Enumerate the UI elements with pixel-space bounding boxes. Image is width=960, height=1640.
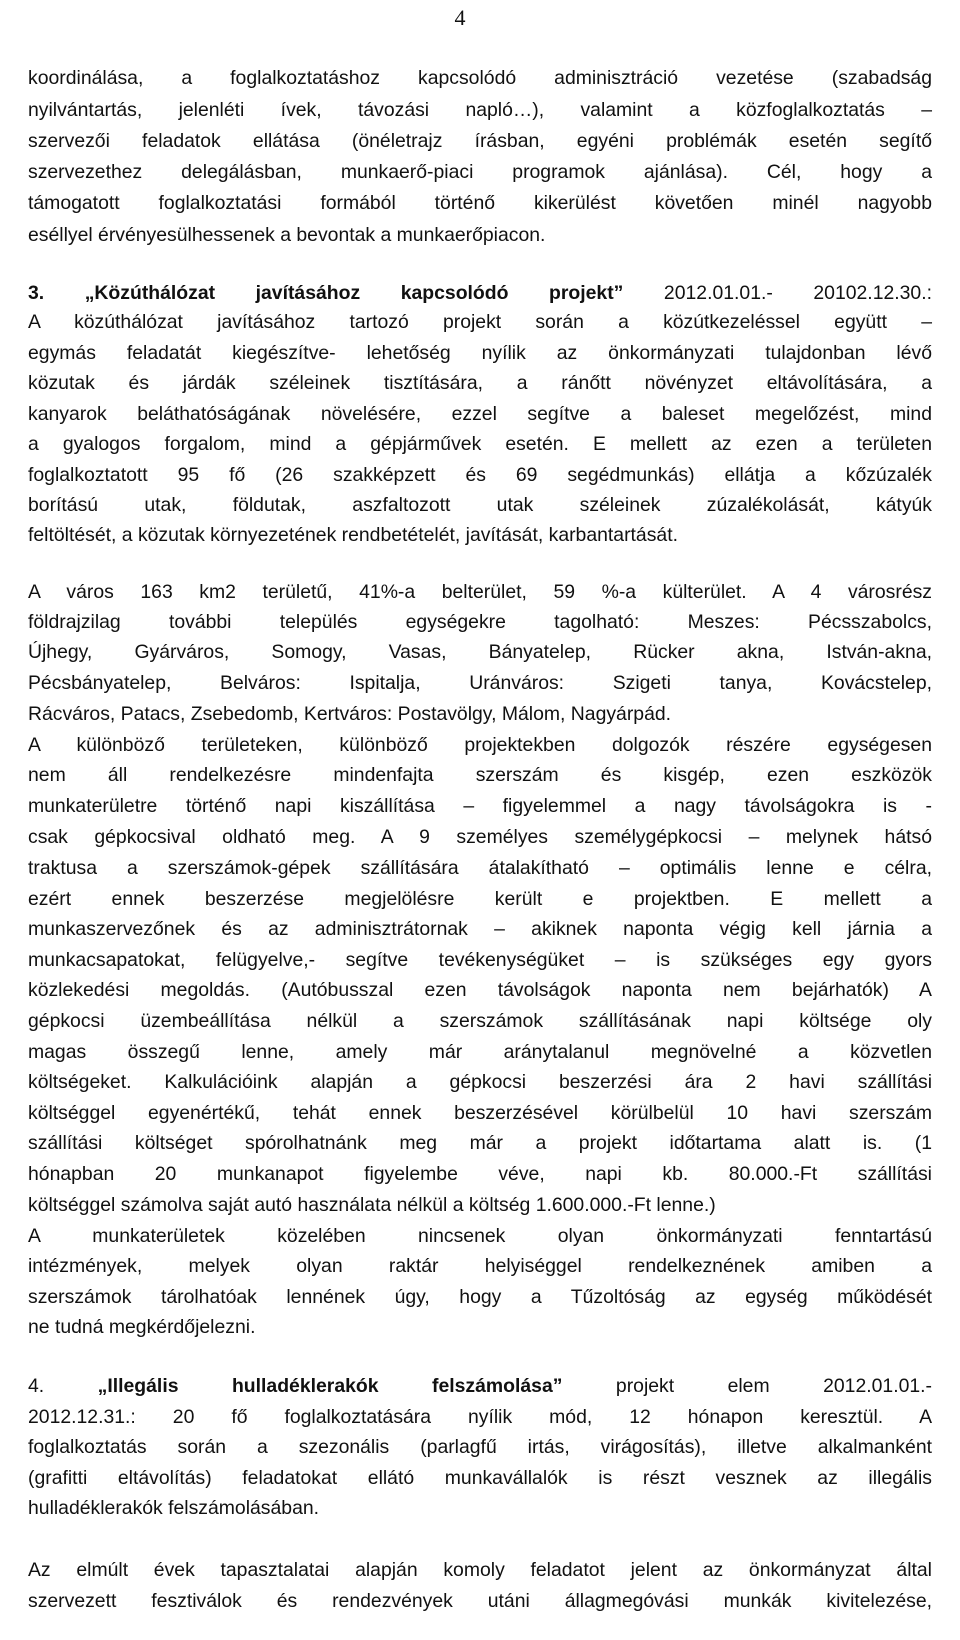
text-line [28, 884, 932, 914]
text-line [28, 791, 932, 821]
text-segment: Pécsbányatelep, Belváros: Ispitalja, Uránváros: Szigeti tanya, Kovácstelep, [28, 672, 932, 694]
text-segment: szállítási költséget spórolhatnánk meg már a projekt időtartama alatt is. (1 [28, 1132, 932, 1154]
text-line [28, 188, 932, 218]
text-line [28, 699, 932, 729]
text-line [28, 853, 932, 883]
text-segment: foglalkoztatás során a szezonális (parlagfű irtás, virágosítás), illetve alkalmanként [28, 1436, 932, 1458]
text-segment: a gyalogos forgalom, mind a gépjárművek esetén. E mellett az ezen a területen [28, 433, 932, 455]
text-line [28, 1037, 932, 1067]
text-segment: nyilvántartás, jelenléti ívek, távozási napló…), valamint a közfoglalkoztatás – [28, 99, 932, 121]
text-segment: 2012.01.01.- 20102.12.30.: [623, 282, 932, 304]
text-line [28, 338, 932, 368]
text-line [28, 1586, 932, 1616]
text-line [28, 914, 932, 944]
bold-text: 3. „Közúthálózat javításához kapcsolódó projekt” [28, 282, 624, 304]
page-number: 4 [454, 5, 466, 30]
text-line [28, 429, 932, 459]
text-segment: költséggel számolva saját autó használata nélkül a költség 1.600.000.-Ft lenne.) [28, 1194, 716, 1216]
text-segment: borítású utak, földutak, aszfaltozott utak széleinek zúzalékolását, kátyúk [28, 494, 932, 516]
text-line [28, 368, 932, 398]
text-segment: traktusa a szerszámok-gépek szállítására átalakítható – optimális lenne e célra, [28, 857, 932, 879]
text-segment: egymás feladatát kiegészítve- lehetőség nyílik az önkormányzati tulajdonban lévő [28, 342, 932, 364]
text-line [28, 1493, 932, 1523]
text-line [28, 760, 932, 790]
text-line [28, 730, 932, 760]
text-segment: munkaterületre történő napi kiszállítása – figyelemmel a nagy távolságokra is - [28, 795, 932, 817]
text-line [28, 1402, 932, 1432]
text-line [28, 95, 932, 125]
text-segment: magas összegű lenne, amely már aránytalanul megnövelné a közvetlen [28, 1041, 932, 1063]
text-line [28, 1251, 932, 1281]
text-line [28, 157, 932, 187]
text-segment: Rácváros, Patacs, Zsebedomb, Kertváros: Postavölgy, Málom, Nagyárpád. [28, 703, 672, 725]
text-segment: szervezői feladatok ellátása (önéletrajz írásban, egyéni problémák esetén segítő [28, 130, 932, 152]
text-segment: feltöltését, a közutak környezetének rendbetételét, javítását, karbantartását. [28, 524, 678, 546]
text-line [28, 460, 932, 490]
text-line [28, 1463, 932, 1493]
text-segment: szervezethez delegálásban, munkaerő-piaci programok ajánlása). Cél, hogy a [28, 161, 932, 183]
text-segment: munkaszervezőnek és az adminisztrátornak – akiknek naponta végig kell járnia a [28, 918, 932, 940]
text-line [28, 945, 932, 975]
text-segment: ne tudná megkérdőjelezni. [28, 1316, 256, 1338]
text-segment: gépkocsi üzembeállítása nélkül a szerszámok szállításának napi költsége oly [28, 1010, 932, 1032]
text-segment: szerszámok tárolhatóak lennének úgy, hogy a Tűzoltóság az egység működését [28, 1286, 932, 1308]
text-line [28, 668, 932, 698]
text-line [28, 1312, 932, 1342]
text-segment: közutak és járdák széleinek tisztítására, a ránőtt növényzet eltávolítására, a [28, 372, 932, 394]
text-line [28, 1006, 932, 1036]
text-line [28, 278, 932, 308]
text-segment: A város 163 km2 területű, 41%-a belterület, 59 %-a külterület. A 4 városrész [28, 581, 932, 603]
text-line [28, 126, 932, 156]
text-segment: költséggel egyenértékű, tehát ennek beszerzésével körülbelül 10 havi szerszám [28, 1102, 932, 1124]
text-segment: 2012.12.31.: 20 fő foglalkoztatására nyílik mód, 12 hónapon keresztül. A [28, 1406, 932, 1428]
text-line [28, 490, 932, 520]
text-segment: hónapban 20 munkanapot figyelembe véve, napi kb. 80.000.-Ft szállítási [28, 1163, 932, 1185]
text-line [28, 1371, 932, 1401]
text-segment: A munkaterületek közelében nincsenek olyan önkormányzati fenntartású [28, 1225, 932, 1247]
text-segment: ezért ennek beszerzése megjelölésre került e projektben. E mellett a [28, 888, 932, 910]
text-segment: projekt elem 2012.01.01.- [562, 1375, 932, 1397]
text-segment: munkacsapatokat, felügyelve,- segítve tevékenységüket – is szükséges egy gyors [28, 949, 932, 971]
text-segment: (grafitti eltávolítás) feladatokat ellátó munkavállalók is részt vesznek az illegális [28, 1467, 932, 1489]
text-segment: Az elmúlt évek tapasztalatai alapján komoly feladatot jelent az önkormányzat által [28, 1559, 932, 1581]
text-line [28, 307, 932, 337]
text-line [28, 1555, 932, 1585]
text-segment: hulladéklerakók felszámolásában. [28, 1497, 320, 1519]
text-segment: foglalkoztatott 95 fő (26 szakképzett és 69 segédmunkás) ellátja a kőzúzalék [28, 464, 932, 486]
text-line [28, 1098, 932, 1128]
text-line [28, 63, 932, 93]
text-line [28, 607, 932, 637]
text-segment: 4. [28, 1375, 98, 1397]
text-line [28, 399, 932, 429]
text-line [28, 637, 932, 667]
text-segment: költségeket. Kalkulációink alapján a gépkocsi beszerzési ára 2 havi szállítási [28, 1071, 932, 1093]
text-segment: A közúthálózat javításához tartozó projekt során a közútkezeléssel együtt – [28, 311, 932, 333]
text-segment: csak gépkocsival oldható meg. A 9 személyes személygépkocsi – melynek hátsó [28, 826, 932, 848]
text-segment: földrajzilag további település egységekre tagolható: Meszes: Pécsszabolcs, [28, 611, 932, 633]
text-segment: támogatott foglalkoztatási formából történő kikerülést követően minél nagyobb [28, 192, 932, 214]
text-segment: nem áll rendelkezésre mindenfajta szerszám és kisgép, ezen eszközök [28, 764, 932, 786]
text-line [28, 1067, 932, 1097]
text-segment: koordinálása, a foglalkoztatáshoz kapcsolódó adminisztráció vezetése (szabadság [28, 67, 932, 89]
text-line [28, 220, 932, 250]
text-segment: közlekedési megoldás. (Autóbusszal ezen távolságok naponta nem bejárhatók) A [28, 979, 932, 1001]
text-line [28, 1159, 932, 1189]
text-line [28, 577, 932, 607]
text-segment: szervezett fesztiválok és rendezvények utáni állagmegóvási munkák kivitelezése, [28, 1590, 932, 1612]
text-line [28, 1190, 932, 1220]
text-segment: eséllyel érvényesülhessenek a bevontak a munkaerőpiacon. [28, 224, 546, 246]
text-line [28, 822, 932, 852]
text-segment: kanyarok beláthatóságának növelésére, ezzel segítve a baleset megelőzést, mind [28, 403, 932, 425]
text-line [28, 520, 932, 550]
text-segment: A különböző területeken, különböző projektekben dolgozók részére egységesen [28, 734, 932, 756]
text-line [28, 1432, 932, 1462]
text-line [28, 1221, 932, 1251]
text-line [28, 1282, 932, 1312]
text-line [28, 975, 932, 1005]
bold-text: „Illegális hulladéklerakók felszámolása” [97, 1375, 563, 1397]
text-line [28, 1128, 932, 1158]
text-segment: Újhegy, Gyárváros, Somogy, Vasas, Bányatelep, Rücker akna, István-akna, [28, 641, 932, 663]
text-segment: intézmények, melyek olyan raktár helyiséggel rendelkeznének amiben a [28, 1255, 932, 1277]
